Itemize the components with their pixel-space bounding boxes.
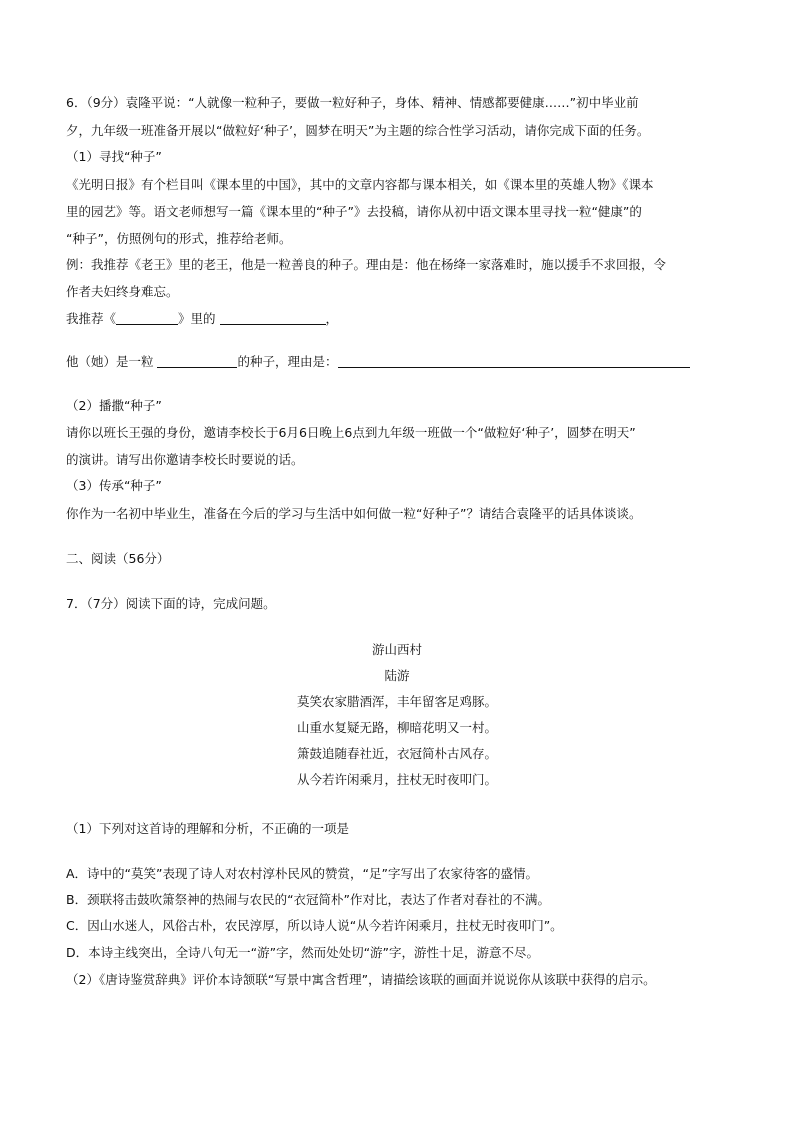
- poem-line: 从今若许闲乘月，拄杖无时夜叩门。: [296, 772, 497, 787]
- q6-part3-line1: 你作为一名初中毕业生，准备在今后的学习与生活中如何做一粒“好种子”？请结合袁隆平的话具体谈谈。: [66, 506, 642, 521]
- fill-line1-prefix: 我推荐《: [66, 311, 117, 326]
- fill-line2-prefix: 他（她）是一粒: [66, 354, 158, 369]
- poem-line: 山重水复疑无路，柳暗花明又一村。: [296, 720, 497, 735]
- character-blank[interactable]: [220, 310, 326, 325]
- q6-fill-line2: [66, 353, 690, 371]
- section-2-heading: 二、阅读（56分）: [66, 551, 170, 566]
- q6-fill-line1: [66, 310, 338, 328]
- poem-title: 游山西村: [371, 642, 422, 657]
- fill-line1-middle: 》里的: [178, 311, 220, 326]
- q6-intro-line2: 夕，九年级一班准备开展以“做粒好‘种子’，圆梦在明天”为主题的综合性学习活动，请你完成下面的任务。: [66, 123, 650, 138]
- q6-part1-line2: 里的园艺》等。语文老师想写一篇《课本里的“种子”》去投稿，请你从初中语文课本里寻找一粒“健康”的: [66, 204, 642, 219]
- reason-blank[interactable]: [338, 353, 690, 368]
- option-b: B．颈联将击鼓吹箫祭神的热闹与农民的“衣冠简朴”作对比，表达了作者对春社的不满。: [66, 892, 551, 907]
- poem-line: 箫鼓追随春社近，衣冠简朴古风存。: [296, 746, 497, 761]
- q6-part3-title: （3）传承“种子”: [66, 478, 162, 493]
- q7-sub1: （1）下列对这首诗的理解和分析，不正确的一项是: [66, 821, 349, 836]
- poem-line: 莫笑农家腊酒浑，丰年留客足鸡豚。: [296, 694, 497, 709]
- book-title-blank[interactable]: [116, 310, 178, 325]
- q6-part2-title: （2）播撒“种子”: [66, 398, 162, 413]
- q6-part2-line1: 请你以班长王强的身份，邀请李校长于6月6日晚上6点到九年级一班做一个“做粒好‘种子’，圆梦在明天”: [66, 425, 636, 440]
- q6-part1-line3: “种子”，仿照例句的形式，推荐给老师。: [66, 231, 292, 246]
- q6-part1-line1: 《光明日报》有个栏目叫《课本里的中国》，其中的文章内容都与课本相关，如《课本里的英雄人物》《课本: [66, 177, 654, 192]
- q6-example-line1: 例：我推荐《老王》里的老王，他是一粒善良的种子。理由是：他在杨绛一家落难时，施以援手不求回报，令: [66, 257, 667, 272]
- fill-line2-middle: 的种子，理由是：: [237, 354, 338, 369]
- q6-part2-line2: 的演讲。请写出你邀请李校长时要说的话。: [66, 452, 304, 467]
- poem-author: 陆游: [384, 668, 410, 683]
- q6-intro-line1: 6．（9分）袁隆平说：“人就像一粒种子，要做一粒好种子，身体、精神、情感都要健康……”初中毕业前: [66, 95, 639, 110]
- option-a: A．诗中的“莫笑”表现了诗人对农村淳朴民风的赞赏，“足”字写出了农家待客的盛情。: [66, 866, 538, 881]
- q6-part1-title: （1）寻找“种子”: [66, 149, 162, 164]
- q7-intro: 7．（7分）阅读下面的诗，完成问题。: [66, 596, 276, 611]
- seed-quality-blank[interactable]: [157, 353, 237, 368]
- fill-line1-suffix: ，: [325, 311, 339, 326]
- option-c: C．因山水迷人，风俗古朴，农民淳厚，所以诗人说“从今若许闲乘月，拄杖无时夜叩门”。: [66, 918, 563, 933]
- option-d: D．本诗主线突出，全诗八句无一“游”字，然而处处切“游”字，游性十足，游意不尽。: [66, 945, 540, 960]
- q6-example-line2: 作者夫妇终身难忘。: [66, 284, 179, 299]
- q7-sub2: （2）《唐诗鉴赏辞典》评价本诗颔联“写景中寓含哲理”，请描绘该联的画面并说说你从该联中获得的启示。: [66, 972, 656, 987]
